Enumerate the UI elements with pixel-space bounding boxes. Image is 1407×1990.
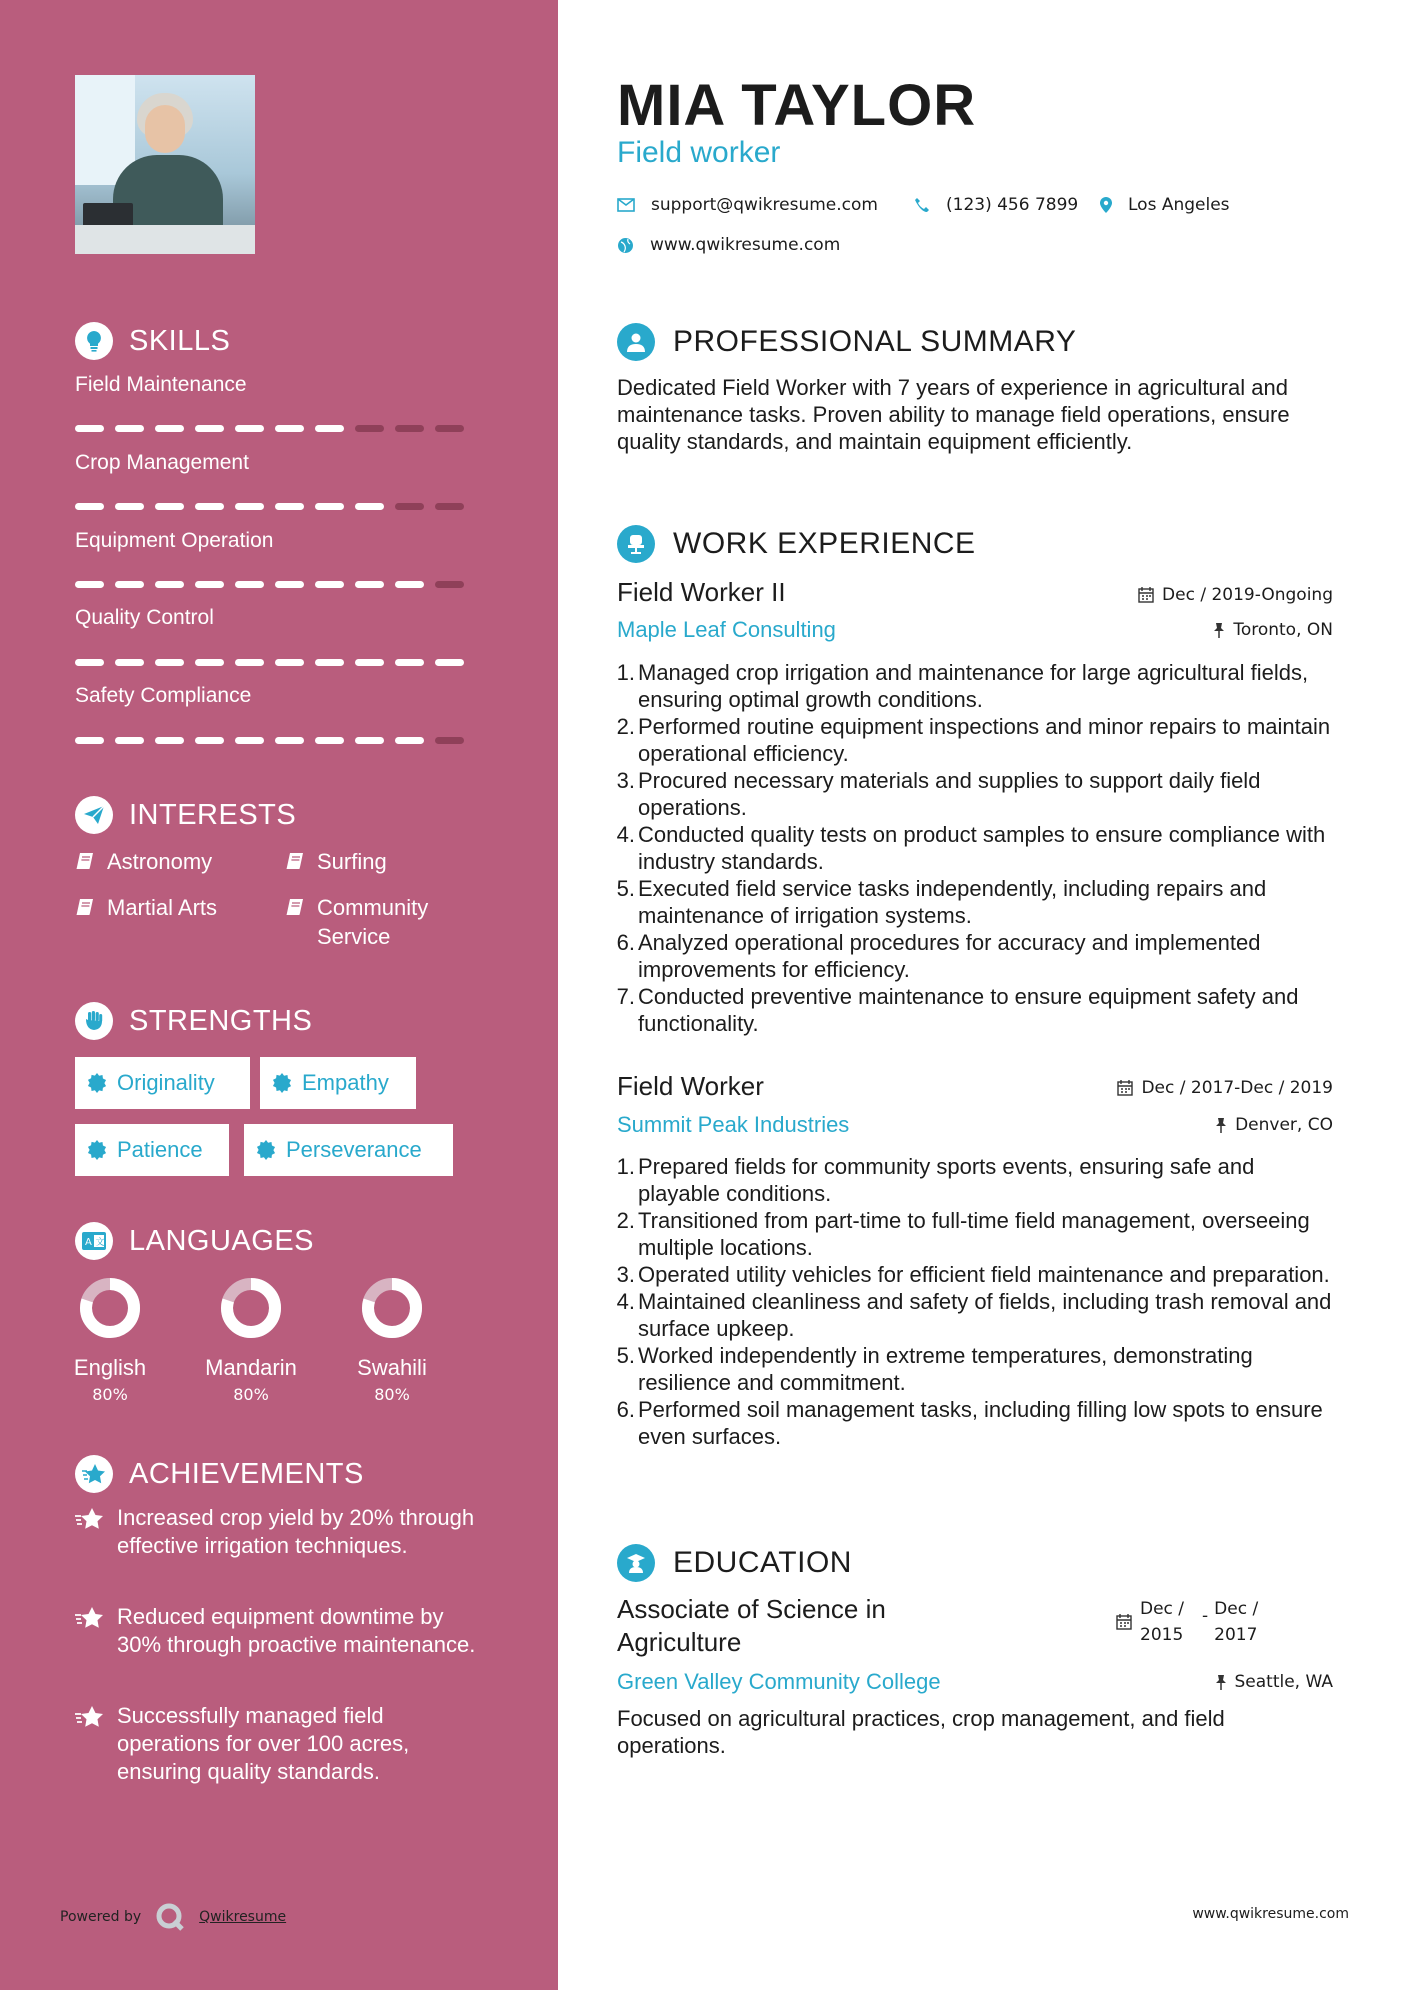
degree-title: Associate of Science in Agriculture [617,1594,886,1657]
skill-segment [115,581,144,588]
duty-item: 5. Worked independently in extreme temperatures, demonstrating resilience and commitment. [616,1343,1253,1395]
achievement-item [75,1504,485,1560]
phone-icon [914,197,930,213]
strength-label: Patience [117,1137,203,1162]
skill-segment [275,425,304,432]
skill-segment [75,581,104,588]
footer-url[interactable]: www.qwikresume.com [1192,1906,1349,1922]
skill-segment [315,425,344,432]
svg-text:A: A [85,1237,92,1248]
skill-bar [75,659,464,666]
duty-item: 2. Performed routine equipment inspections and minor repairs to maintain operational efficiency. [616,714,1331,766]
strength-tag [244,1124,453,1176]
job-location-text: Denver, CO [1235,1115,1333,1135]
skill-segment [155,659,184,666]
interest-label: Astronomy [107,849,213,874]
brand-link[interactable]: Qwikresume [199,1909,287,1925]
skill-segment [155,503,184,510]
language-percent: 80% [374,1385,410,1404]
skill-segment [75,425,104,432]
strengths-heading [75,1002,312,1040]
duty-item: 6. Performed soil management tasks, including filling low spots to ensure even surfaces. [616,1397,1323,1449]
duty-item: 6. Analyzed operational procedures for accuracy and implemented improvements for efficiency. [616,930,1261,982]
skill-segment [315,503,344,510]
job-location [1215,1115,1333,1135]
education-start: Dec / 2015 [1140,1599,1185,1645]
skill-segment [155,737,184,744]
pushpin-icon [1213,622,1225,638]
skill-segment [435,581,464,588]
skill-segment [155,425,184,432]
contact-location [1100,195,1230,215]
duty-item: 5. Executed field service tasks independently, including repairs and maintenance of irrigation systems. [616,876,1267,928]
experience-heading [617,525,976,563]
strength-label: Empathy [302,1070,389,1095]
pushpin-icon [1215,1117,1227,1133]
language-item [50,1277,170,1404]
job-dates-text: Dec / 2019-Ongoing [1162,585,1333,605]
strength-label: Perseverance [286,1137,422,1162]
summary-heading [617,323,1076,361]
language-ring [361,1277,423,1339]
job-location-text: Toronto, ON [1233,620,1333,640]
skill-segment [435,659,464,666]
interest-item [285,893,485,951]
skill-segment [235,581,264,588]
strength-tag [75,1057,250,1109]
email-text: support@qwikresume.com [651,195,878,215]
duty-item: 7. Conducted preventive maintenance to ensure equipment safety and functionality. [616,984,1299,1036]
education-location-text: Seattle, WA [1234,1672,1333,1692]
achievement-text: Successfully managed field operations for over 100 acres, ensuring quality standards. [117,1703,410,1784]
book-icon [285,852,305,870]
candidate-role: Field worker [617,136,781,169]
pushpin-icon [1215,1674,1227,1690]
strength-tag [75,1124,229,1176]
summary-text: Dedicated Field Worker with 7 years of experience in agricultural and maintenance tasks. Proven ability to manage field operations, ensure quality standards, and maintain equipment efficiently. [617,375,1290,454]
star-speed-icon [75,1705,105,1729]
job-dates-text: Dec / 2017-Dec / 2019 [1141,1078,1333,1098]
book-icon [75,898,95,916]
interests-title: INTERESTS [129,798,297,831]
skill-segment [235,425,264,432]
skill-segment [115,503,144,510]
contact-phone[interactable] [914,195,1078,215]
duty-item: 4. Conducted quality tests on product samples to ensure compliance with industry standards. [616,822,1326,874]
skill-segment [75,503,104,510]
skill-segment [355,581,384,588]
skill-segment [275,737,304,744]
svg-text:文: 文 [95,1238,105,1248]
achievement-item [75,1702,485,1786]
skill-name: Equipment Operation [75,529,274,552]
candidate-name: MIA TAYLOR [617,73,977,138]
skill-bar [75,503,464,510]
powered-by [60,1902,286,1932]
education-dates: Dec / 2015 - Dec / 2017 [1116,1596,1270,1648]
powered-label: Powered by [60,1909,142,1925]
interest-label: Martial Arts [107,895,218,920]
skill-segment [275,659,304,666]
achievements-heading [75,1455,364,1493]
skill-segment [395,737,424,744]
language-percent: 80% [92,1385,128,1404]
qwikresume-logo-icon [155,1902,185,1932]
skill-bar [75,737,464,744]
profile-photo [75,75,255,254]
skill-name: Crop Management [75,451,249,474]
calendar-icon [1138,587,1154,603]
achievement-text: Increased crop yield by 20% through effective irrigation techniques. [117,1505,475,1558]
book-icon [285,898,305,916]
skill-name: Field Maintenance [75,373,247,396]
achievement-text: Reduced equipment downtime by 30% through proactive maintenance. [117,1604,476,1657]
skill-segment [75,737,104,744]
skill-segment [235,659,264,666]
globe-icon [617,237,634,254]
book-icon [75,852,95,870]
skill-segment [115,737,144,744]
skill-segment [355,737,384,744]
skill-segment [435,425,464,432]
website-text: www.qwikresume.com [650,235,841,255]
skill-segment [75,659,104,666]
skill-segment [195,425,224,432]
skill-segment [195,503,224,510]
badge-icon [256,1140,276,1160]
skill-segment [275,503,304,510]
translate-icon [75,1222,113,1260]
calendar-icon [1117,1080,1133,1096]
interests-heading [75,796,296,834]
language-name: Mandarin [205,1355,297,1380]
skill-segment [315,581,344,588]
skill-segment [395,659,424,666]
language-item [332,1277,452,1404]
skill-segment [195,659,224,666]
language-name: English [73,1355,147,1380]
skill-segment [355,425,384,432]
envelope-icon [617,198,635,212]
skill-segment [235,503,264,510]
strength-tag [260,1057,416,1109]
badge-icon [87,1073,107,1093]
skill-bar [75,425,464,432]
education-location [1215,1672,1334,1692]
skill-segment [355,659,384,666]
duty-item: 4. Maintained cleanliness and safety of fields, including trash removal and surface upkeep. [616,1289,1332,1341]
school-name: Green Valley Community College [617,1669,941,1694]
skill-segment [395,503,424,510]
location-text: Los Angeles [1128,195,1230,215]
job-title: Field Worker II [617,577,786,607]
job-dates [1138,585,1333,605]
skill-segment [155,581,184,588]
skill-segment [395,581,424,588]
achievement-item [75,1603,485,1659]
strengths-title: STRENGTHS [129,1004,313,1037]
education-description: Focused on agricultural practices, crop management, and field operations. [617,1706,1225,1758]
duty-list [609,1153,1334,1450]
fist-icon [75,1002,113,1040]
skill-segment [315,659,344,666]
languages-heading [75,1222,314,1260]
company-name: Maple Leaf Consulting [617,617,836,642]
language-ring [220,1277,282,1339]
language-percent: 80% [233,1385,269,1404]
summary-title: PROFESSIONAL SUMMARY [673,325,1077,358]
graduate-icon [617,1544,655,1582]
interest-label: Community Service [317,895,429,949]
language-name: Swahili [357,1355,427,1380]
interest-item [285,847,387,876]
skill-segment [355,503,384,510]
duty-list [609,659,1334,1037]
language-item [191,1277,311,1404]
strength-label: Originality [117,1070,215,1095]
skill-segment [195,737,224,744]
job-location [1213,620,1333,640]
briefcase-chair-icon [617,525,655,563]
skill-segment [435,737,464,744]
job-title: Field Worker [617,1071,764,1101]
skill-segment [275,581,304,588]
badge-icon [87,1140,107,1160]
contact-email[interactable] [617,195,878,215]
duty-item: 2. Transitioned from part-time to full-time field management, overseeing multiple locations. [616,1208,1310,1260]
experience-title: WORK EXPERIENCE [673,527,976,560]
education-title: EDUCATION [673,1546,852,1579]
interest-item [75,893,217,922]
star-speed-icon [75,1507,105,1531]
languages-title: LANGUAGES [129,1224,314,1257]
skill-segment [115,659,144,666]
skills-heading [75,322,230,360]
education-end: Dec / 2017 [1214,1599,1259,1645]
skill-bar [75,581,464,588]
duty-item: 1. Prepared fields for community sports events, ensuring safe and playable conditions. [616,1154,1255,1206]
interest-label: Surfing [317,849,387,874]
interest-item [75,847,212,876]
star-speed-icon [75,1606,105,1630]
paper-plane-icon [75,796,113,834]
skill-segment [115,425,144,432]
duty-item: 1. Managed crop irrigation and maintenance for large agricultural fields, ensuring optimal growth conditions. [616,660,1309,712]
badge-icon [272,1073,292,1093]
skill-segment [195,581,224,588]
skill-segment [235,737,264,744]
duty-item: 3. Procured necessary materials and supplies to support daily field operations. [616,768,1261,820]
skill-name: Safety Compliance [75,684,252,707]
duty-item: 3. Operated utility vehicles for efficient field maintenance and preparation. [616,1262,1330,1287]
map-pin-icon [1100,197,1112,213]
company-name: Summit Peak Industries [617,1112,850,1137]
phone-text: (123) 456 7899 [946,195,1079,215]
contact-website[interactable] [617,235,840,255]
job-dates [1117,1078,1333,1098]
sidebar [0,0,558,1990]
skill-segment [435,503,464,510]
lightbulb-icon [75,322,113,360]
skill-segment [395,425,424,432]
skill-segment [315,737,344,744]
achievements-title: ACHIEVEMENTS [129,1457,364,1490]
star-badge-icon [75,1455,113,1493]
skill-name: Quality Control [75,606,214,629]
language-ring [79,1277,141,1339]
skills-title: SKILLS [129,324,231,357]
calendar-icon [1116,1614,1132,1630]
user-icon [617,323,655,361]
education-heading [617,1544,852,1582]
